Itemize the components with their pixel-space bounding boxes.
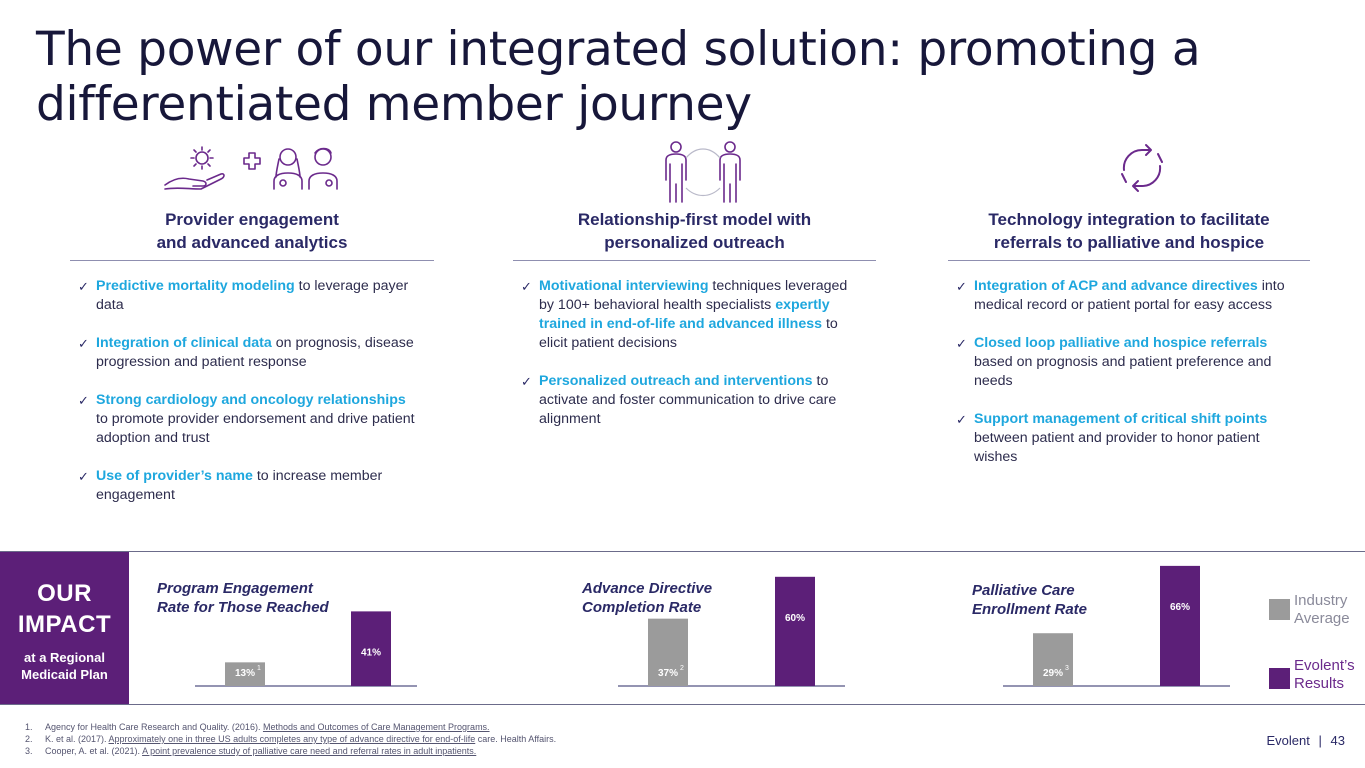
checkmark-icon: ✓: [78, 279, 89, 294]
highlight-text: Use of provider’s name: [96, 468, 253, 484]
footnote: [25, 721, 556, 733]
checkmark-icon: ✓: [956, 279, 967, 294]
highlight-text: Integration of clinical data: [96, 335, 272, 351]
pillar-heading-line: Technology integration to facilitate: [988, 210, 1270, 229]
footnote-marker: 3: [1065, 665, 1069, 672]
legend-line: Average: [1294, 610, 1350, 627]
list-item: [952, 277, 1302, 315]
highlight-text: Predictive mortality modeling: [96, 278, 295, 294]
pillar-divider: [948, 260, 1310, 261]
pillar-divider: [513, 260, 876, 261]
pillar-heading-line: Provider engagement: [165, 210, 339, 229]
bullet-list-provider: [74, 277, 420, 524]
bar-evolent-results: [775, 577, 815, 686]
bar-data-label: 41%: [360, 647, 382, 659]
footnote-link[interactable]: Approximately one in three US adults completes any type of advance directive for end-of-life: [108, 734, 476, 744]
footnote-text: Agency for Health Care Research and Quality. (2016).: [45, 722, 263, 732]
pillar-heading-line: Relationship-first model with: [577, 210, 812, 229]
checkmark-icon: ✓: [78, 469, 89, 484]
list-item: [952, 334, 1302, 391]
bullet-text: techniques leveraged by 100+ behavioral health specialists: [539, 278, 848, 313]
bullet-text: to promote provider endorsement and drive patient adoption and trust: [96, 411, 415, 446]
engagement-rate-chart: [195, 555, 417, 690]
footnote: [25, 733, 556, 745]
bar-data-label: 66%: [1169, 601, 1191, 613]
footnote-text: care. Health Affairs.: [475, 734, 557, 744]
legend-swatch-evolent: [1269, 668, 1290, 689]
bullet-text: to leverage payer data: [96, 278, 409, 313]
list-item: [74, 277, 420, 315]
bullet-list-relationship: [517, 277, 863, 448]
list-item: [74, 334, 420, 372]
highlight-text: Support management of critical shift points: [974, 411, 1268, 427]
bullet-text: to increase member engagement: [96, 468, 383, 503]
chart-title: Palliative Care Enrollment Rate: [972, 582, 1088, 618]
footnote: [25, 745, 556, 757]
legend-line: Industry: [1294, 592, 1348, 609]
pillar-divider: [70, 260, 434, 261]
palliative-enrollment-chart: [1003, 555, 1230, 690]
two-people-relationship-icon: [660, 140, 746, 204]
page-number: 43: [1330, 733, 1345, 748]
pillar-heading-technology: [948, 208, 1310, 254]
impact-subheading: Medicaid Plan: [21, 667, 108, 682]
checkmark-icon: ✓: [78, 336, 89, 351]
list-item: [517, 277, 863, 353]
footnote-number: 3.: [25, 746, 33, 756]
legend-label-industry: [1294, 592, 1350, 628]
bullet-text: based on prognosis and patient preference and needs: [974, 354, 1272, 389]
caring-hand-plus-clinicians-icon: [163, 143, 345, 193]
legend-line: Results: [1294, 675, 1345, 692]
highlight-text: Personalized outreach and interventions: [539, 373, 813, 389]
bar-data-label: 37%: [657, 668, 679, 679]
footnotes: [25, 721, 556, 757]
checkmark-icon: ✓: [956, 336, 967, 351]
pillar-heading-provider: [70, 208, 434, 254]
legend-swatch-industry: [1269, 599, 1290, 620]
footnote-text: Cooper, A. et al. (2021).: [45, 746, 143, 756]
legend-label-evolent: [1294, 657, 1355, 693]
impact-subheading: at a Regional: [24, 650, 105, 665]
pillar-heading-relationship: [513, 208, 876, 254]
bar-data-label: 60%: [784, 612, 806, 624]
impact-box: [0, 552, 129, 704]
legend-line: Evolent’s: [1294, 657, 1355, 674]
list-item: [74, 467, 420, 505]
impact-heading: IMPACT: [17, 611, 112, 638]
bullet-list-technology: [952, 277, 1302, 486]
footnote-marker: 2: [680, 665, 684, 672]
pillar-heading-line: and advanced analytics: [156, 233, 348, 252]
footer-brand: Evolent: [1266, 733, 1310, 748]
bullet-text: on prognosis, disease progression and patient response: [96, 335, 414, 370]
list-item: [74, 391, 420, 448]
highlight-text: Motivational interviewing: [539, 278, 709, 294]
checkmark-icon: ✓: [521, 279, 532, 294]
slide-title: The power of our integrated solution: promoting a differentiated member journey: [36, 22, 1201, 132]
checkmark-icon: ✓: [521, 374, 532, 389]
bullet-text: to activate and foster communication to drive care alignment: [539, 373, 837, 427]
footnote-link[interactable]: A point prevalence study of palliative care need and referral rates in adult inpatients.: [142, 746, 477, 756]
pillar-heading-line: referrals to palliative and hospice: [993, 233, 1265, 252]
footnote-number: 2.: [25, 734, 33, 744]
pillar-heading-line: personalized outreach: [604, 233, 785, 252]
page-footer: [1267, 733, 1345, 748]
highlight-text: Closed loop palliative and hospice referrals: [974, 335, 1268, 351]
footnote-marker: 1: [257, 665, 261, 672]
refresh-cycle-icon: [1114, 140, 1170, 196]
footnote-link[interactable]: Methods and Outcomes of Care Management Programs.: [262, 722, 490, 732]
checkmark-icon: ✓: [78, 393, 89, 408]
bar-data-label: 13%: [234, 668, 256, 679]
footer-separator: |: [1318, 733, 1322, 748]
advance-directive-chart: [618, 555, 845, 690]
highlight-text: Strong cardiology and oncology relationships: [96, 392, 406, 408]
impact-heading: OUR: [37, 580, 92, 607]
bar-evolent-results: [1160, 566, 1200, 686]
bullet-text: into medical record or patient portal for easy access: [974, 278, 1285, 313]
chart-title: Program Engagement Rate for Those Reached: [157, 580, 329, 616]
list-item: [517, 372, 863, 429]
bullet-text: between patient and provider to honor patient wishes: [974, 430, 1260, 465]
list-item: [952, 410, 1302, 467]
bullet-text: to elicit patient decisions: [539, 316, 838, 351]
bar-data-label: 29%: [1042, 668, 1064, 679]
footnote-text: K. et al. (2017).: [45, 734, 109, 744]
footnote-number: 1.: [25, 722, 33, 732]
checkmark-icon: ✓: [956, 412, 967, 427]
highlight-text: expertly trained in end-of-life and advanced illness: [539, 297, 830, 332]
highlight-text: Integration of ACP and advance directives: [974, 278, 1258, 294]
chart-title: Advance Directive Completion Rate: [582, 580, 713, 616]
